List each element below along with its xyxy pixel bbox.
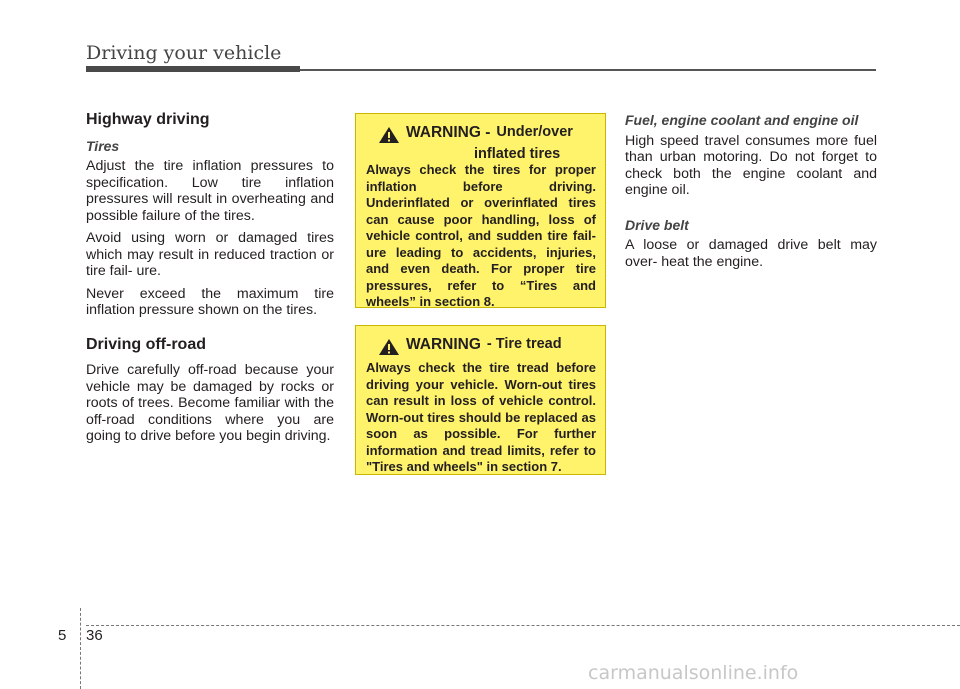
warning-triangle-icon xyxy=(378,338,400,356)
left-column xyxy=(86,112,334,451)
warning-text: Always check the tire tread before driving your vehicle. Worn-out tires can result in loss of vehicle control. Worn-out tires should be replaced as soon as possible. For further information and tread limits, refer to "Tires and wheels" in section 7. xyxy=(366,360,596,474)
offroad-heading: Driving off-road xyxy=(86,335,206,353)
warning-word: WARNING - xyxy=(406,124,491,141)
fuel-paragraph: High speed travel consumes more fuel than urban motoring. Do not forget to check both the engine coolant and engine oil. xyxy=(625,132,877,198)
footer-divider xyxy=(80,608,81,689)
warning-text: Always check the tires for proper inflation before driving. Underinflated or overinflated tires can cause poor handling, loss of vehicle control, and sudden tire fail- ure leading to accidents, injuries, and even death. For proper tire pressures, refer to “Tires and wheels” in section 8. xyxy=(366,162,596,309)
tires-subheading: Tires xyxy=(86,137,120,154)
watermark: carmanualsonline.info xyxy=(588,662,799,684)
warning-box-tread xyxy=(355,325,606,475)
page-number: 36 xyxy=(86,627,103,644)
tires-paragraph-3: Never exceed the maximum tire inflation pressure shown on the tires. xyxy=(86,285,334,318)
offroad-paragraph: Drive carefully off-road because your vehicle may be damaged by rocks or roots of trees. Become familiar with the off-road conditions where you are going to drive before you begin driving. xyxy=(86,362,334,444)
chapter-number: 5 xyxy=(58,627,67,644)
header-bar xyxy=(86,66,300,72)
warning-title-line2: inflated tires xyxy=(474,146,561,162)
tires-paragraph-2: Avoid using worn or damaged tires which may result in reduced traction or tire fail- ure. xyxy=(86,230,334,279)
highway-heading: Highway driving xyxy=(86,111,210,128)
warning-word: WARNING xyxy=(406,336,481,353)
footer-rule xyxy=(86,625,960,626)
header-rule xyxy=(300,69,876,71)
right-column xyxy=(625,112,877,276)
warning-title: - Tire tread xyxy=(486,336,562,352)
belt-paragraph: A loose or damaged drive belt may over- heat the engine. xyxy=(625,237,877,270)
warning-triangle-icon xyxy=(378,126,400,144)
header-title: Driving your vehicle xyxy=(86,42,282,64)
warning-title-line1: Under/over xyxy=(496,124,573,140)
warning-box-inflation xyxy=(355,113,606,308)
fuel-subheading: Fuel, engine coolant and engine oil xyxy=(625,112,859,128)
belt-subheading: Drive belt xyxy=(625,216,689,233)
tires-paragraph-1: Adjust the tire inflation pressures to specification. Low tire inflation pressures will result in overheating and possible failure of the tires. xyxy=(86,158,334,224)
